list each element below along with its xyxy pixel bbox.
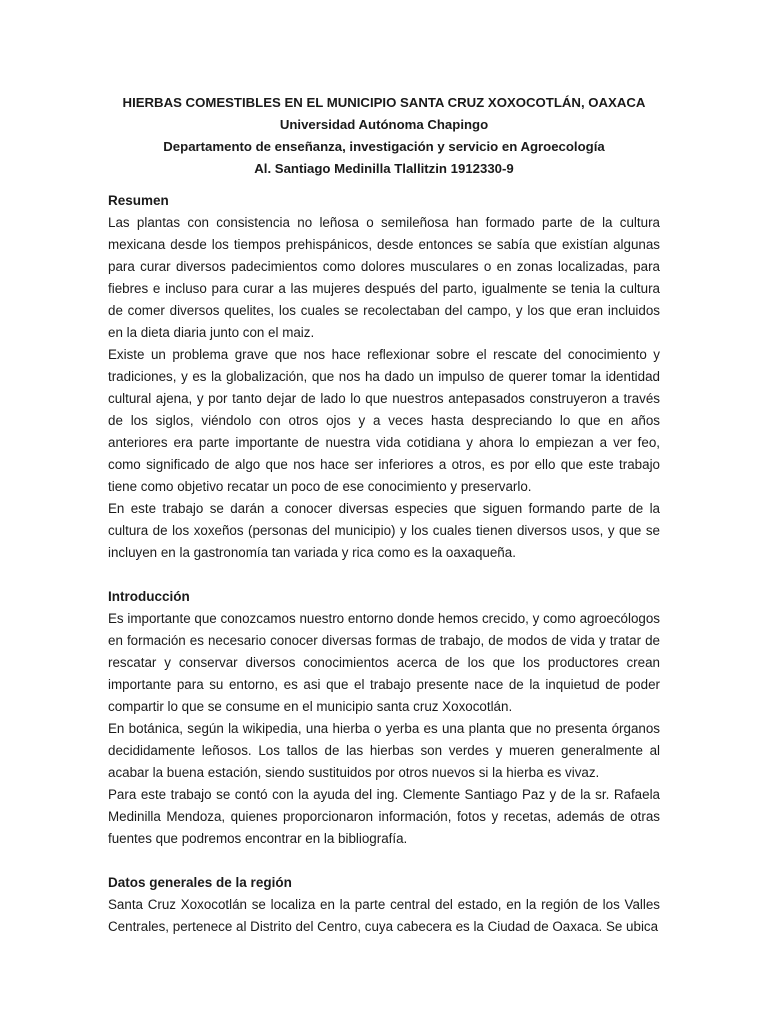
paragraph: En este trabajo se darán a conocer diversas especies que siguen formando parte de la cultura de los xoxeños (personas del municipio) y los cuales tienen diversos usos, y que se incluyen en la gastronomía tan variada y rica como es la oaxaqueña. — [108, 501, 660, 560]
document-page — [108, 92, 660, 938]
institution-name: Universidad Autónoma Chapingo — [279, 117, 489, 132]
paragraph: Para este trabajo se contó con la ayuda del ing. Clemente Santiago Paz y de la sr. Rafaela Medinilla Mendoza, quienes proporcionaron información, fotos y recetas, además de otras fuentes que podremos encontrar en la bibliografía. — [108, 787, 660, 846]
section-datos-generales — [108, 872, 660, 938]
paragraph: Es importante que conozcamos nuestro entorno donde hemos crecido, y como agroecólogos en formación es necesario conocer diversas formas de trabajo, de modos de vida y tratar de rescatar y conservar diversos conocimientos acerca de los que los productores crean importante para su entorno, es asi que el trabajo presente nace de la inquietud de poder compartir lo que se consume en el municipio santa cruz Xoxocotlán. — [108, 611, 660, 714]
paragraph: Las plantas con consistencia no leñosa o semileñosa han formado parte de la cultura mexicana desde los tiempos prehispánicos, desde entonces se sabía que existían algunas para curar diversos padecimientos como dolores musculares o en zonas localizadas, para fiebres e incluso para curar a las mujeres después del parto, igualmente se tenia la cultura de comer diversos quelites, los cuales se recolectaban del campo, y los que eran incluidos en la dieta diaria junto con el maiz. — [108, 215, 660, 340]
section-heading: Introducción — [108, 589, 190, 604]
section-heading: Datos generales de la región — [108, 875, 292, 890]
section-heading: Resumen — [108, 193, 169, 208]
paragraph: Existe un problema grave que nos hace reflexionar sobre el rescate del conocimiento y tradiciones, y es la globalización, que nos ha dado un impulso de querer tomar la identidad cultural ajena, y por tanto dejar de lado lo que nuestros antepasados construyeron a través de los siglos, viéndolo con otros ojos y a veces hasta despreciando lo que en años anteriores era parte importante de nuestra vida cotidiana y ahora lo empiezan a ver feo, como significado de algo que nos hace ser inferiores a otros, es por ello que este trabajo tiene como objetivo recatar un poco de ese conocimiento y preservarlo. — [108, 347, 660, 494]
author-line: Al. Santiago Medinilla Tlallitzin 1912330-9 — [254, 161, 514, 176]
department-name: Departamento de enseñanza, investigación y servicio en Agroecología — [163, 139, 605, 154]
paragraph: En botánica, según la wikipedia, una hierba o yerba es una planta que no presenta órganos decididamente leñosos. Los tallos de las hierbas son verdes y mueren generalmente al acabar la buena estación, siendo sustituidos por otros nuevos si la hierba es vivaz. — [108, 721, 660, 780]
section-resumen — [108, 190, 660, 564]
document-title: HIERBAS COMESTIBLES EN EL MUNICIPIO SANTA CRUZ XOXOCOTLÁN, OAXACA — [122, 95, 646, 110]
section-introduccion — [108, 586, 660, 850]
paragraph: Santa Cruz Xoxocotlán se localiza en la parte central del estado, en la región de los Valles Centrales, pertenece al Distrito del Centro, cuya cabecera es la Ciudad de Oaxaca. Se ubica — [108, 897, 660, 934]
title-block — [108, 92, 660, 180]
